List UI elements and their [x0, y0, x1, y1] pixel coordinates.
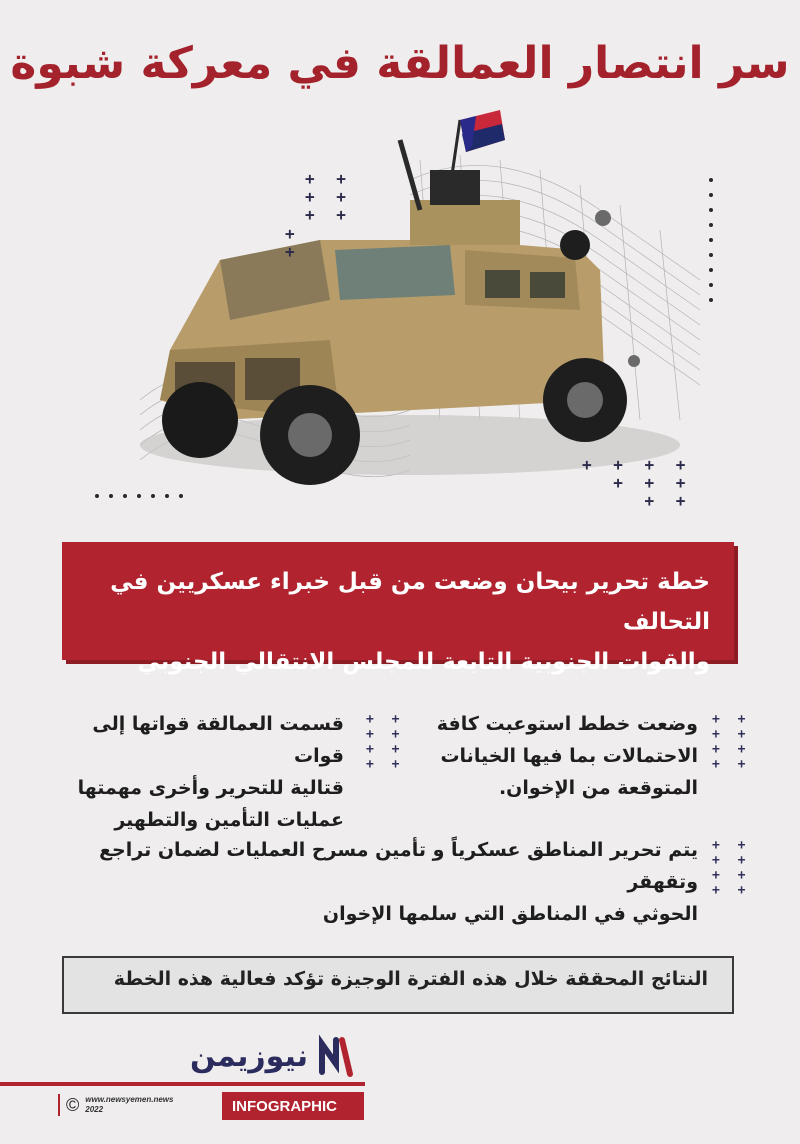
circle-decoration	[628, 355, 640, 367]
copyright-divider	[58, 1094, 60, 1116]
website-text: www.newsyemen.news	[85, 1095, 174, 1104]
copyright-area	[58, 1094, 173, 1116]
point-left-line-3: عمليات التأمين والتطهير	[114, 809, 344, 831]
point-center-line-1: يتم تحرير المناطق عسكرياً و تأمين مسرح العمليات لضمان تراجع وتقهقر	[99, 839, 698, 893]
point-left-line-1: قسمت العمالقة قواتها إلى قوات	[92, 713, 344, 767]
plan-banner-text	[70, 562, 710, 682]
page-title: سر انتصار العمالقة في معركة شبوة	[10, 38, 790, 89]
copyright-icon: ©	[66, 1094, 80, 1115]
brand-logo	[190, 1034, 356, 1078]
plus-bullet-icon: + + + + + + + +	[712, 838, 751, 898]
footer-accent-line	[0, 1082, 365, 1086]
dot-column-decoration	[709, 178, 713, 302]
plus-bullet-icon: + + + + + + + +	[366, 712, 405, 772]
plus-bullet-icon: + + + + + + + +	[712, 712, 751, 772]
point-liberation-securing	[60, 834, 698, 930]
plus-grid-icon: + + + + + + + + +	[582, 455, 692, 510]
dot-row-decoration	[95, 494, 183, 498]
plus-grid-icon: + + + + + +	[305, 169, 352, 224]
banner-line-1: خطة تحرير بيحان وضعت من قبل خبراء عسكريين في التحالف	[110, 569, 710, 635]
circle-decoration	[560, 230, 590, 260]
point-right-line-1: وضعت خطط استوعبت كافة	[436, 713, 698, 735]
year-text: 2022	[85, 1105, 104, 1114]
infographic-tag: INFOGRAPHIC	[218, 1092, 364, 1120]
point-plans-contingencies	[430, 708, 698, 804]
point-left-line-2: قتالية للتحرير وأخرى مهمتها	[77, 777, 344, 799]
circle-decoration	[595, 210, 611, 226]
brand-name: نيوزيمن	[190, 1038, 308, 1074]
point-right-line-3: المتوقعة من الإخوان.	[498, 777, 698, 799]
banner-line-2: والقوات الجنوبية التابعة للمجلس الانتقالي الجنوبي	[137, 649, 710, 675]
newsyemen-logo-icon	[316, 1034, 356, 1078]
plus-grid-icon: + +	[285, 224, 301, 261]
copyright-text	[85, 1095, 173, 1115]
point-forces-division	[60, 708, 344, 836]
point-center-line-2: الحوثي في المناطق التي سلمها الإخوان	[322, 903, 698, 925]
point-right-line-2: الاحتمالات بما فيها الخيانات	[440, 745, 698, 767]
results-text: النتائج المحققة خلال هذه الفترة الوجيزة تؤكد فعالية هذه الخطة	[113, 968, 708, 990]
